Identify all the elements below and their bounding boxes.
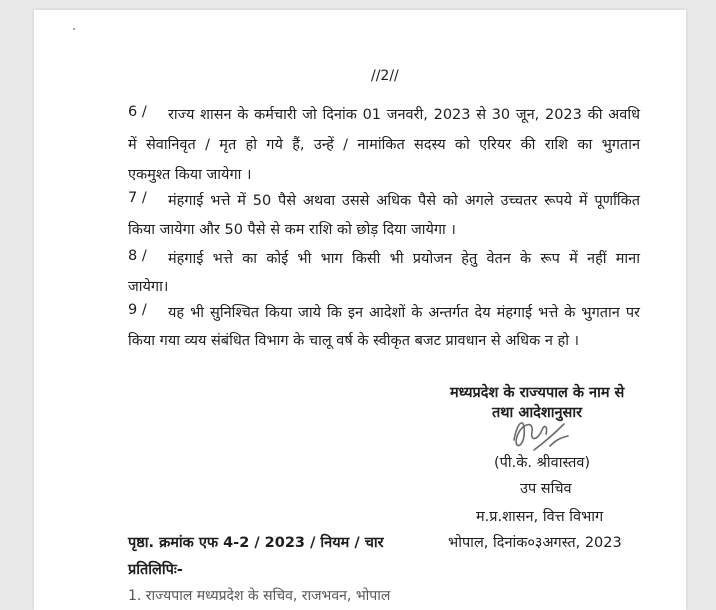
copy-to-item-1-partial: 1. राज्यपाल मध्यप्रदेश के सचिव, राजभवन, भोपाल [128,588,391,604]
paragraph-number-6: 6 / [128,104,147,120]
page-marker: //2// [371,68,399,84]
scan-speck [73,28,75,30]
governor-authority-line: मध्यप्रदेश के राज्यपाल के नाम से [450,385,625,401]
place-and-date: भोपाल, दिनांक०३अगस्त, 2023 [448,535,622,551]
signatory-name: (पी.के. श्रीवास्तव) [494,455,591,471]
paragraph-8-line-1: मंहगाई भत्ते का कोई भी भाग किसी भी प्रयोजन हेतु वेतन के रूप में नहीं माना [168,251,640,267]
paragraph-9-line-1: यह भी सुनिश्चित किया जाये कि इन आदेशों के अन्तर्गत देय मंहगाई भत्ते के भुगतान पर [168,305,640,321]
paragraph-6-line-3: एकमुश्त किया जायेगा । [128,167,252,183]
paragraph-7-line-2: किया जायेगा और 50 पैसे से कम राशि को छोड़ दिया जायेगा । [128,222,456,238]
paragraph-number-9: 9 / [128,302,147,318]
paragraph-6-line-1: राज्य शासन के कर्मचारी जो दिनांक 01 जनवरी, 2023 से 30 जून, 2023 की अवधि [168,107,640,123]
paragraph-number-8: 8 / [128,248,147,264]
document-page [34,10,686,610]
endorsement-reference: पृष्ठा. क्रमांक एफ 4-2 / 2023 / नियम / चार [128,535,384,551]
signatory-designation: उप सचिव [520,481,572,497]
paragraph-7-line-1: मंहगाई भत्ते में 50 पैसे अथवा उससे अधिक पैसे को अगले उच्चतर रूपये में पूर्णांकित [168,193,640,209]
order-line: तथा आदेशानुसार [492,405,583,421]
copy-to-heading: प्रतिलिपिः- [128,562,183,578]
paragraph-8-line-2: जायेगा। [128,279,169,295]
paragraph-number-7: 7 / [128,190,147,206]
paragraph-6-line-2: में सेवानिवृत / मृत हो गये हैं, उन्हें / नामांकित सदस्य को एरियर की राशि का भुगतान [128,137,640,153]
paragraph-9-line-2: किया गया व्यय संबंधित विभाग के चालू वर्ष के स्वीकृत बजट प्रावधान से अधिक न हो । [128,333,580,349]
signatory-department: म.प्र.शासन, वित्त विभाग [476,509,604,525]
